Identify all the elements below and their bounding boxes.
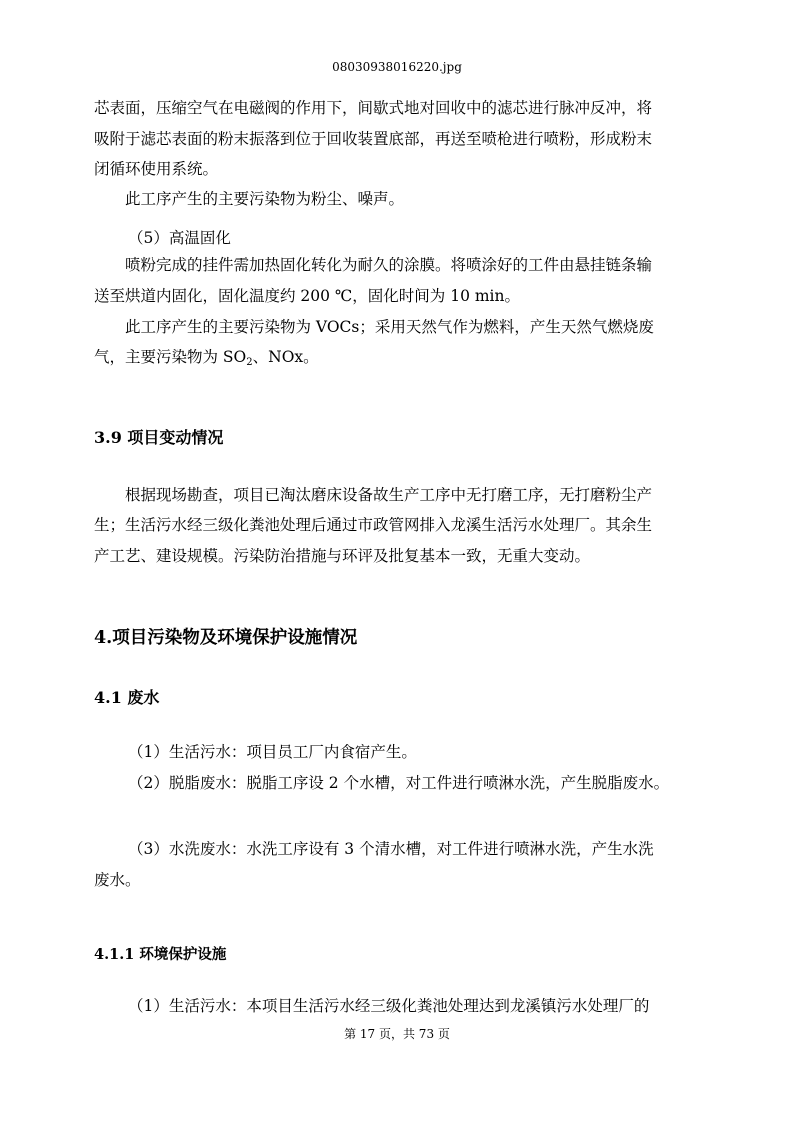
text-run: 气，主要污染物为 SO bbox=[94, 348, 247, 366]
paragraph-line: 根据现场勘查，项目已淘汰磨床设备故生产工序中无打磨工序，无打磨粉尘产 bbox=[125, 486, 653, 504]
page-footer-number: 第 17 页，共 73 页 bbox=[344, 1027, 450, 1041]
chapter-heading: 4.项目污染物及环境保护设施情况 bbox=[94, 628, 358, 648]
paragraph-line: 此工序产生的主要污染物为粉尘、噪声。 bbox=[125, 190, 405, 208]
section-heading: 3.9 项目变动情况 bbox=[94, 428, 224, 447]
paragraph-line: 芯表面，压缩空气在电磁阀的作用下，间歇式地对回收中的滤芯进行脉冲反冲，将 bbox=[94, 99, 653, 117]
page-header-filename: 08030938016220.jpg bbox=[332, 60, 462, 74]
paragraph-line: （1）生活污水：项目员工厂内食宿产生。 bbox=[128, 743, 417, 761]
paragraph-line: 吸附于滤芯表面的粉末振落到位于回收装置底部，再送至喷枪进行喷粉，形成粉末 bbox=[94, 130, 653, 148]
paragraph-line: 产工艺、建设规模。污染防治措施与环评及批复基本一致，无重大变动。 bbox=[94, 547, 591, 565]
paragraph-line: 喷粉完成的挂件需加热固化转化为耐久的涂膜。将喷涂好的工件由悬挂链条输 bbox=[125, 256, 653, 274]
paragraph-line: （3）水洗废水：水洗工序设有 3 个清水槽，对工件进行喷淋水洗，产生水洗 bbox=[128, 840, 654, 858]
paragraph-line bbox=[94, 346, 319, 368]
list-item-title: （5）高温固化 bbox=[128, 229, 231, 247]
paragraph-line: （2）脱脂废水：脱脂工序设 2 个水槽，对工件进行喷淋水洗，产生脱脂废水。 bbox=[128, 774, 670, 792]
paragraph-line: 此工序产生的主要污染物为 VOCs；采用天然气作为燃料，产生天然气燃烧废 bbox=[125, 318, 654, 336]
subscript: 2 bbox=[246, 357, 253, 368]
section-heading: 4.1 废水 bbox=[94, 688, 160, 707]
paragraph-line: （1）生活污水：本项目生活污水经三级化粪池处理达到龙溪镇污水处理厂的 bbox=[128, 997, 650, 1015]
paragraph-line: 送至烘道内固化，固化温度约 200 ℃，固化时间为 10 min。 bbox=[94, 287, 520, 305]
paragraph-line: 生；生活污水经三级化粪池处理后通过市政管网排入龙溪生活污水处理厂。其余生 bbox=[94, 516, 653, 534]
paragraph-line: 闭循环使用系统。 bbox=[94, 160, 219, 178]
paragraph-line: 废水。 bbox=[94, 871, 141, 889]
subsection-heading: 4.1.1 环境保护设施 bbox=[94, 946, 227, 963]
text-run: 、NOx。 bbox=[252, 348, 319, 366]
